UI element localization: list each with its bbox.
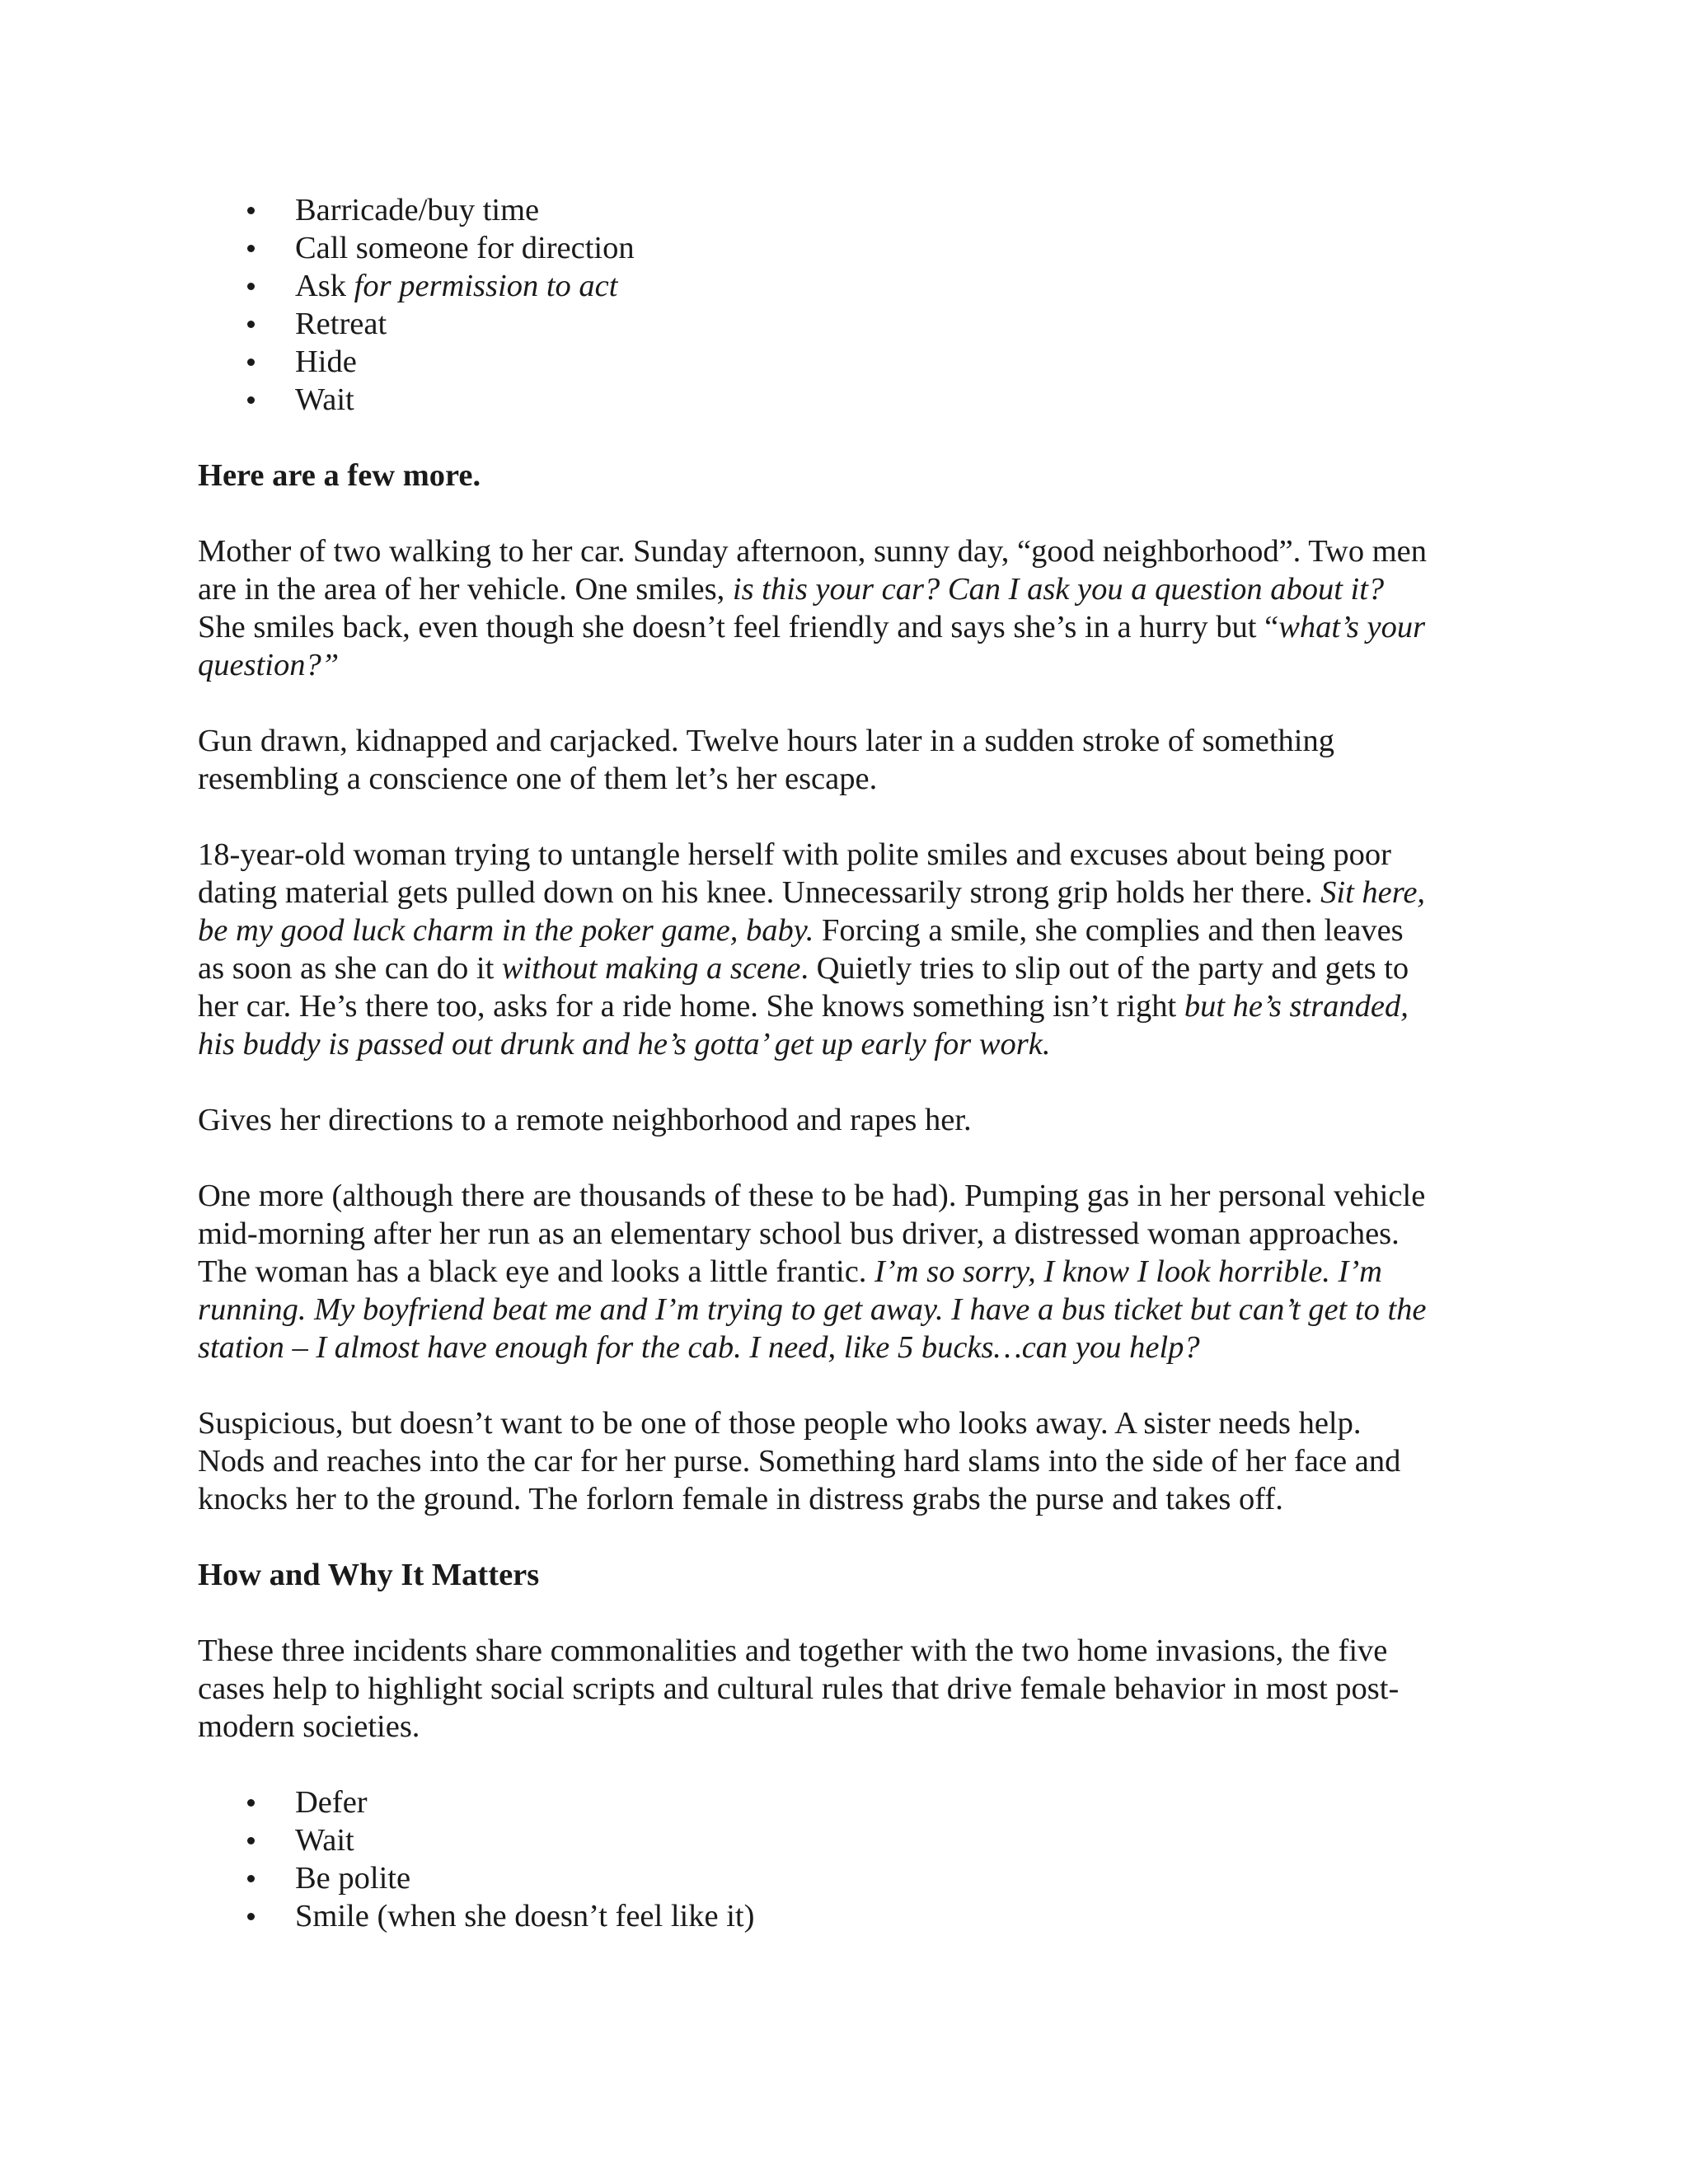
list-item bbox=[198, 229, 1441, 267]
text-run: what’s your bbox=[1278, 610, 1426, 644]
text-line bbox=[198, 572, 1384, 607]
text-run: These three incidents share commonalities and together with the two home invasions, the five bbox=[198, 1633, 1388, 1668]
list-item bbox=[198, 343, 1441, 381]
list-item bbox=[198, 1821, 1441, 1859]
bullet-icon bbox=[247, 359, 255, 366]
list-item-text: Hide bbox=[295, 344, 357, 379]
text-run: She smiles back, even though she doesn’t feel friendly and says she’s in a hurry but “ bbox=[198, 610, 1279, 644]
text-run: Nods and reaches into the car for her purse. Something hard slams into the side of her face and bbox=[198, 1444, 1401, 1479]
text-run: as soon as she can do it bbox=[198, 951, 502, 986]
text-run: Gun drawn, kidnapped and carjacked. Twelve hours later in a sudden stroke of something bbox=[198, 724, 1334, 758]
list-item-text: Barricade/buy time bbox=[295, 193, 540, 227]
text-run: running. My boyfriend beat me and I’m trying to get away. I have a bus ticket but can’t get to the bbox=[198, 1292, 1427, 1327]
list-item bbox=[198, 191, 1441, 229]
text-line bbox=[198, 1027, 1050, 1062]
text-line bbox=[198, 1444, 1400, 1479]
bullet-list-actions bbox=[198, 191, 1441, 419]
text-line bbox=[198, 1179, 1425, 1213]
text-run: his buddy is passed out drunk and he’s gotta’ get up early for work. bbox=[198, 1027, 1051, 1062]
text-run: are in the area of her vehicle. One smiles, bbox=[198, 572, 733, 607]
text-run: Forcing a smile, she complies and then leaves bbox=[814, 913, 1404, 948]
text-line bbox=[198, 875, 1425, 910]
bullet-icon bbox=[247, 245, 255, 252]
text-run: but he’s stranded, bbox=[1184, 989, 1409, 1024]
text-line bbox=[198, 1633, 1387, 1668]
text-run: Sit here, bbox=[1320, 875, 1426, 910]
text-line bbox=[198, 762, 877, 796]
bullet-icon bbox=[247, 1913, 255, 1920]
list-item bbox=[198, 1783, 1441, 1821]
text-line bbox=[198, 1709, 420, 1744]
text-run: One more (although there are thousands of these to be had). Pumping gas in her personal vehicle bbox=[198, 1179, 1426, 1213]
text-run: cases help to highlight social scripts and cultural rules that drive female behavior in most post- bbox=[198, 1671, 1400, 1706]
paragraph-18-year-old bbox=[198, 836, 1441, 1063]
text-line bbox=[198, 1406, 1361, 1441]
text-run: . Quietly tries to slip out of the party and gets to bbox=[800, 951, 1409, 986]
bullet-icon bbox=[247, 1837, 255, 1844]
text-run: modern societies. bbox=[198, 1709, 420, 1744]
paragraph-mother-of-two bbox=[198, 532, 1441, 684]
text-line bbox=[198, 951, 1409, 986]
paragraph-these-three-incidents bbox=[198, 1632, 1441, 1746]
list-item bbox=[198, 381, 1441, 419]
text-line bbox=[198, 610, 1425, 644]
text-line bbox=[198, 1103, 972, 1137]
text-line bbox=[198, 1330, 1200, 1365]
text-line bbox=[198, 1216, 1400, 1251]
list-item-text: Retreat bbox=[295, 307, 387, 341]
text-run: Gives her directions to a remote neighborhood and rapes her. bbox=[198, 1103, 972, 1137]
text-run: Suspicious, but doesn’t want to be one of those people who looks away. A sister needs help. bbox=[198, 1406, 1362, 1441]
bullet-icon bbox=[247, 207, 255, 214]
text-line bbox=[198, 837, 1391, 872]
list-item-text: Smile (when she doesn’t feel like it) bbox=[295, 1899, 755, 1933]
bullet-icon bbox=[247, 396, 255, 404]
text-line bbox=[198, 1292, 1426, 1327]
list-item bbox=[198, 305, 1441, 343]
text-run: be my good luck charm in the poker game, baby. bbox=[198, 913, 814, 948]
text-line bbox=[198, 648, 339, 682]
text-run: I’m so sorry, I know I look horrible. I’m bbox=[874, 1254, 1382, 1289]
text-run: The woman has a black eye and looks a little frantic. bbox=[198, 1254, 875, 1289]
text-line bbox=[198, 1671, 1399, 1706]
paragraph-suspicious bbox=[198, 1404, 1441, 1518]
list-item-text: for permission to act bbox=[354, 269, 618, 303]
text-run: her car. He’s there too, asks for a ride home. She knows something isn’t right bbox=[198, 989, 1184, 1024]
text-line bbox=[198, 1254, 1382, 1289]
list-item-text: Defer bbox=[295, 1785, 368, 1820]
text-run: Mother of two walking to her car. Sunday afternoon, sunny day, “good neighborhood”. Two men bbox=[198, 534, 1428, 569]
paragraph-gives-her-directions bbox=[198, 1101, 1441, 1139]
list-item-text: Wait bbox=[295, 382, 354, 417]
list-item bbox=[198, 1859, 1441, 1897]
list-item bbox=[198, 1897, 1441, 1935]
text-run: mid-morning after her run as an elementary school bus driver, a distressed woman approaches. bbox=[198, 1216, 1400, 1251]
text-run: without making a scene bbox=[501, 951, 801, 986]
list-item bbox=[198, 267, 1441, 305]
text-line bbox=[198, 1482, 1283, 1516]
heading-how-and-why-it-matters: How and Why It Matters bbox=[198, 1558, 540, 1592]
text-line bbox=[198, 989, 1409, 1024]
text-run: 18-year-old woman trying to untangle herself with polite smiles and excuses about being poor bbox=[198, 837, 1391, 872]
bullet-icon bbox=[247, 1875, 255, 1882]
text-line bbox=[198, 534, 1427, 569]
list-item-text: Wait bbox=[295, 1823, 354, 1858]
text-run: question?” bbox=[198, 648, 340, 682]
bullet-icon bbox=[247, 283, 255, 290]
paragraph-one-more bbox=[198, 1177, 1441, 1366]
text-run: resembling a conscience one of them let’s her escape. bbox=[198, 762, 878, 796]
text-run: station – I almost have enough for the cab. I need, like 5 bucks…can you help? bbox=[198, 1330, 1200, 1365]
list-item-text: Be polite bbox=[295, 1861, 411, 1896]
bullet-list-social-scripts bbox=[198, 1783, 1441, 1935]
text-run: dating material gets pulled down on his knee. Unnecessarily strong grip holds her there. bbox=[198, 875, 1321, 910]
bullet-icon bbox=[247, 1799, 255, 1807]
paragraph-gun-drawn bbox=[198, 722, 1441, 798]
text-run: knocks her to the ground. The forlorn female in distress grabs the purse and takes off. bbox=[198, 1482, 1283, 1516]
heading-here-are-a-few-more: Here are a few more. bbox=[198, 458, 481, 493]
list-item-text: Ask bbox=[295, 269, 354, 303]
text-run: is this your car? Can I ask you a question about it? bbox=[732, 572, 1385, 607]
bullet-icon bbox=[247, 321, 255, 328]
list-item-text: Call someone for direction bbox=[295, 231, 635, 265]
text-line bbox=[198, 724, 1334, 758]
text-line bbox=[198, 913, 1404, 948]
